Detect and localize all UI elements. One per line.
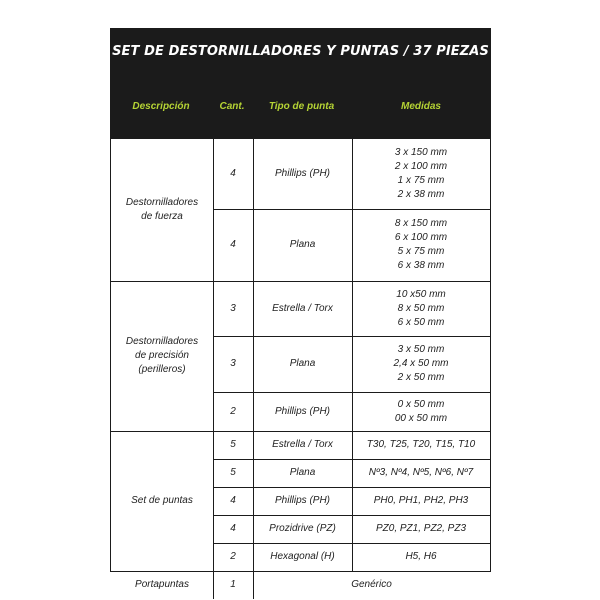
cantidad-cell-text: 2 — [230, 405, 236, 417]
tipo-cell-text: Estrella / Torx — [272, 302, 333, 314]
medidas-cell — [352, 487, 490, 515]
column-divider — [352, 431, 353, 459]
column-divider — [253, 209, 254, 281]
tipo-cell — [253, 459, 352, 487]
medidas-cell-line: 6 x 50 mm — [397, 316, 445, 328]
column-divider — [253, 487, 254, 515]
column-divider — [213, 431, 214, 571]
medidas-cell — [352, 459, 490, 487]
tipo-cell — [253, 515, 352, 543]
cantidad-cell — [213, 139, 253, 209]
descripcion-cell-line: (perilleros) — [138, 364, 186, 375]
descripcion-cell-line: Set de puntas — [131, 495, 193, 506]
tipo-cell — [253, 571, 490, 599]
medidas-cell — [352, 543, 490, 571]
tipo-cell — [253, 543, 352, 571]
cantidad-cell-text: 4 — [230, 495, 236, 506]
cantidad-cell-text: 3 — [230, 358, 236, 369]
medidas-cell — [352, 431, 490, 459]
cantidad-cell-text: 4 — [230, 168, 236, 179]
column-divider — [352, 543, 353, 571]
header-medidas: Medidas — [400, 100, 441, 112]
column-divider — [352, 209, 353, 281]
medidas-cell-line: 2,4 x 50 mm — [393, 358, 449, 369]
tipo-cell-text: Phillips (PH) — [274, 168, 330, 179]
column-divider — [253, 139, 254, 209]
descripcion-cell — [111, 571, 213, 599]
column-divider — [352, 336, 353, 392]
medidas-cell — [352, 392, 490, 431]
column-divider — [253, 515, 254, 543]
cantidad-cell — [213, 209, 253, 281]
descripcion-cell — [111, 431, 213, 571]
cantidad-cell-text: 1 — [230, 579, 236, 590]
tipo-cell — [253, 281, 352, 336]
column-divider — [253, 543, 254, 571]
tipo-cell-text: Estrella / Torx — [272, 439, 333, 450]
medidas-cell-line: H5, H6 — [405, 551, 437, 562]
column-divider — [352, 281, 353, 336]
tipo-cell-text: Prozidrive (PZ) — [269, 523, 336, 534]
medidas-cell — [352, 515, 490, 543]
header-cantidad: Cant. — [219, 100, 245, 112]
descripcion-cell-line: de precisión — [135, 350, 189, 361]
tipo-cell-text: Genérico — [351, 579, 392, 590]
column-divider — [253, 459, 254, 487]
spec-table — [110, 28, 491, 590]
medidas-cell-line: 2 x 100 mm — [394, 161, 448, 172]
column-divider — [352, 515, 353, 543]
medidas-cell-line: 6 x 38 mm — [397, 260, 445, 271]
cantidad-cell — [213, 515, 253, 543]
descripcion-cell — [111, 139, 213, 281]
column-divider — [253, 392, 254, 431]
medidas-cell-line: 2 x 50 mm — [397, 372, 445, 383]
medidas-cell-line: 00 x 50 mm — [394, 412, 448, 424]
cantidad-cell-text: 5 — [230, 439, 236, 450]
medidas-cell — [352, 281, 490, 336]
tipo-cell — [253, 336, 352, 392]
column-divider — [253, 281, 254, 336]
cantidad-cell — [213, 543, 253, 571]
medidas-cell-line: 8 x 150 mm — [394, 218, 448, 229]
tipo-cell-text: Phillips (PH) — [274, 495, 330, 506]
cantidad-cell-text: 3 — [230, 302, 236, 314]
descripcion-cell — [111, 281, 213, 431]
medidas-cell-line: 2 x 38 mm — [397, 189, 445, 200]
medidas-cell — [352, 139, 490, 209]
cantidad-cell — [213, 487, 253, 515]
cantidad-cell-text: 4 — [230, 523, 236, 534]
tipo-cell — [253, 392, 352, 431]
cantidad-cell-text: 4 — [230, 239, 236, 250]
column-divider — [253, 571, 254, 599]
column-divider — [213, 571, 214, 599]
column-divider — [352, 139, 353, 209]
medidas-cell-line: Nº3, Nº4, Nº5, Nº6, Nº7 — [368, 467, 474, 478]
cantidad-cell — [213, 336, 253, 392]
column-divider — [253, 336, 254, 392]
tipo-cell-text: Plana — [289, 358, 316, 369]
medidas-cell — [352, 336, 490, 392]
column-divider — [352, 392, 353, 431]
cantidad-cell — [213, 571, 253, 599]
medidas-cell-line: 0 x 50 mm — [397, 398, 445, 410]
header-tipo: Tipo de punta — [268, 100, 335, 112]
descripcion-cell-line: Destornilladores — [125, 336, 199, 347]
cantidad-cell — [213, 459, 253, 487]
tipo-cell-text: Plana — [289, 467, 316, 478]
tipo-cell — [253, 139, 352, 209]
descripcion-cell-line: de fuerza — [141, 211, 183, 222]
medidas-cell-line: PH0, PH1, PH2, PH3 — [373, 495, 469, 506]
table-title: SET DE DESTORNILLADORES Y PUNTAS / 37 PIEZAS — [110, 28, 491, 74]
column-divider — [213, 281, 214, 431]
medidas-cell-line: 6 x 100 mm — [394, 232, 448, 243]
column-divider — [213, 139, 214, 281]
medidas-cell-line: T30, T25, T20, T15, T10 — [366, 439, 476, 450]
cantidad-cell-text: 2 — [230, 551, 236, 562]
cantidad-cell — [213, 431, 253, 459]
tipo-cell-text: Hexagonal (H) — [270, 551, 335, 562]
tipo-cell-text: Phillips (PH) — [274, 405, 330, 417]
cantidad-cell — [213, 392, 253, 431]
medidas-cell-line: 3 x 50 mm — [397, 344, 445, 355]
medidas-cell — [352, 209, 490, 281]
column-divider — [253, 431, 254, 459]
medidas-cell-line: 5 x 75 mm — [397, 246, 445, 257]
tipo-cell-text: Plana — [289, 239, 316, 250]
descripcion-cell-line: Portapuntas — [135, 579, 189, 590]
medidas-cell-line: 3 x 150 mm — [394, 147, 448, 158]
cantidad-cell — [213, 281, 253, 336]
table-header — [110, 74, 491, 138]
table-body — [110, 138, 491, 590]
medidas-cell-line: 1 x 75 mm — [397, 175, 445, 186]
descripcion-cell-line: Destornilladores — [125, 197, 199, 208]
column-divider — [352, 459, 353, 487]
tipo-cell — [253, 209, 352, 281]
column-divider — [352, 487, 353, 515]
medidas-cell-line: PZ0, PZ1, PZ2, PZ3 — [375, 523, 467, 534]
medidas-cell-line: 10 x50 mm — [396, 288, 446, 300]
cantidad-cell-text: 5 — [230, 467, 236, 478]
tipo-cell — [253, 487, 352, 515]
medidas-cell-line: 8 x 50 mm — [397, 302, 445, 314]
header-descripcion: Descripción — [132, 100, 190, 112]
tipo-cell — [253, 431, 352, 459]
